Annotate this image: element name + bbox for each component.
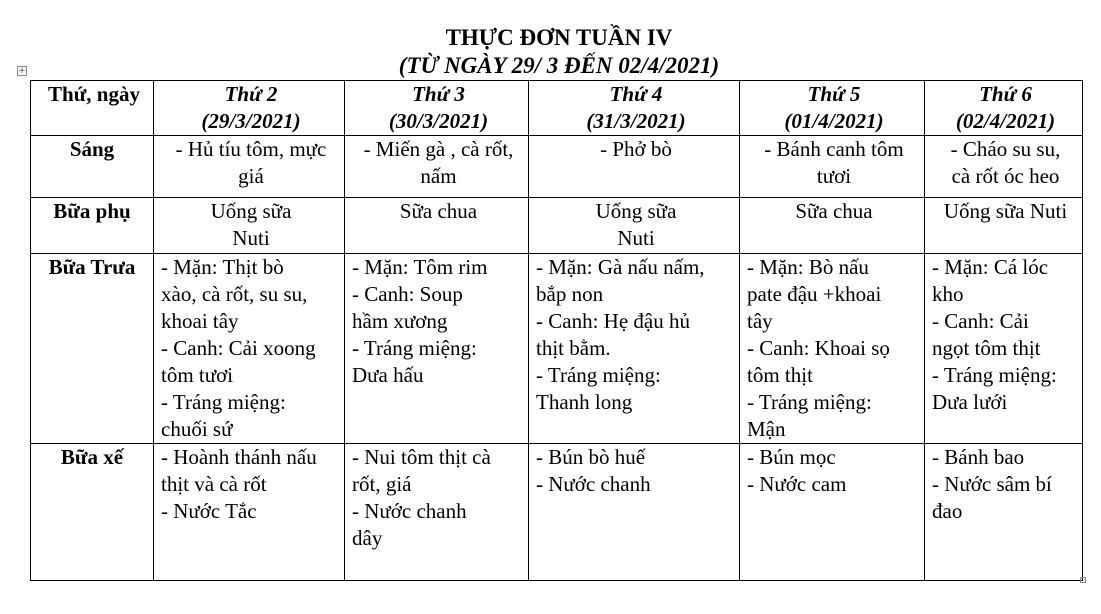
menu-line: tôm tươi	[161, 363, 234, 387]
row-label-breakfast: Sáng	[31, 136, 154, 198]
menu-line: - Nui tôm thịt cà	[352, 445, 491, 469]
menu-line: chuối sứ	[161, 417, 233, 441]
menu-line: - Mặn: Bò nấu	[747, 255, 869, 279]
weekly-menu-table	[30, 80, 1083, 581]
menu-line: - Tráng miệng:	[932, 363, 1057, 387]
menu-line: thịt và cà rốt	[161, 472, 267, 496]
row-label-lunch: Bữa Trưa	[31, 254, 154, 444]
menu-cell	[345, 444, 529, 581]
table-row	[31, 444, 1083, 581]
menu-line: tôm thịt	[747, 363, 813, 387]
table-row	[31, 198, 1083, 254]
menu-cell	[740, 198, 925, 254]
menu-line: - Nước chanh	[536, 472, 651, 496]
menu-line: - Mặn: Gà nấu nấm,	[536, 255, 705, 279]
menu-cell	[154, 136, 345, 198]
table-row	[31, 254, 1083, 444]
menu-cell	[154, 444, 345, 581]
menu-line: - Bánh bao	[932, 445, 1025, 469]
menu-cell	[345, 254, 529, 444]
menu-line: - Tráng miệng:	[536, 363, 661, 387]
menu-line: rốt, giá	[352, 472, 412, 496]
menu-line: Uống sữa	[210, 199, 292, 223]
day-date: (29/3/2021)	[201, 109, 301, 133]
menu-line: - Bún bò huế	[536, 445, 646, 469]
day-date: (30/3/2021)	[388, 109, 489, 133]
menu-line: thịt bằm.	[536, 336, 611, 360]
menu-cell	[154, 198, 345, 254]
menu-line: - Tráng miệng:	[161, 390, 286, 414]
menu-line: - Miến gà , cà rốt,	[363, 137, 514, 161]
menu-title: THỰC ĐƠN TUẦN IV	[445, 25, 673, 50]
table-move-handle-icon[interactable]: +	[18, 66, 26, 76]
menu-line: - Hoành thánh nấu	[161, 445, 317, 469]
menu-line: tươi	[816, 164, 852, 188]
menu-line: - Mặn: Thịt bò	[161, 255, 284, 279]
corner-label: Thứ, ngày	[48, 82, 140, 106]
menu-line: Dưa lưới	[932, 390, 1008, 414]
menu-line: tây	[747, 309, 773, 333]
day-name: Thứ 6	[979, 82, 1032, 106]
menu-cell	[925, 198, 1083, 254]
menu-line: - Canh: Cải xoong	[161, 336, 316, 360]
day-date: (31/3/2021)	[586, 109, 686, 133]
menu-line: - Mặn: Cá lóc	[932, 255, 1049, 279]
menu-cell	[740, 444, 925, 581]
menu-line: - Canh: Soup	[352, 282, 463, 306]
menu-line: - Nước cam	[747, 472, 847, 496]
menu-line: - Nước chanh	[352, 499, 467, 523]
menu-line: bắp non	[536, 282, 604, 306]
menu-cell	[529, 136, 740, 198]
menu-cell	[154, 254, 345, 444]
day-header-cell	[925, 81, 1083, 136]
menu-date-range: (TỪ NGÀY 29/ 3 ĐẾN 02/4/2021)	[398, 53, 720, 78]
day-header-cell	[345, 81, 529, 136]
menu-line: - Mặn: Tôm rim	[352, 255, 488, 279]
menu-line: nấm	[420, 164, 457, 188]
menu-line: giá	[238, 164, 264, 188]
menu-line: Uống sữa	[595, 199, 677, 223]
menu-line: Thanh long	[536, 390, 633, 414]
day-header-cell	[740, 81, 925, 136]
menu-line: ngọt tôm thịt	[932, 336, 1041, 360]
menu-line: khoai tây	[161, 309, 239, 333]
menu-line: hầm xương	[352, 309, 448, 333]
day-name: Thứ 4	[609, 82, 663, 106]
day-name: Thứ 3	[412, 82, 465, 106]
menu-line: cà rốt óc heo	[951, 164, 1060, 188]
menu-line: Sữa chua	[399, 199, 478, 223]
row-label-afternoon-snack: Bữa xế	[31, 444, 154, 581]
menu-cell	[740, 136, 925, 198]
menu-cell	[925, 254, 1083, 444]
menu-line: Nuti	[617, 226, 655, 250]
menu-cell	[345, 198, 529, 254]
table-row	[31, 136, 1083, 198]
menu-line: - Bánh canh tôm	[764, 137, 904, 161]
menu-line: - Phở bò	[600, 137, 672, 161]
menu-cell	[529, 444, 740, 581]
day-header-cell	[529, 81, 740, 136]
menu-line: - Nước Tắc	[161, 499, 257, 523]
day-name: Thứ 5	[807, 82, 861, 106]
menu-line: - Canh: Cải	[932, 309, 1029, 333]
menu-cell	[345, 136, 529, 198]
corner-header-cell	[31, 81, 154, 136]
menu-line: - Cháo su su,	[950, 137, 1061, 161]
menu-cell	[529, 254, 740, 444]
menu-cell	[925, 136, 1083, 198]
menu-line: - Tráng miệng:	[747, 390, 872, 414]
menu-line: xào, cà rốt, su su,	[161, 282, 308, 306]
menu-line: - Hủ tíu tôm, mực	[175, 137, 327, 161]
day-date: (01/4/2021)	[784, 109, 884, 133]
menu-line: - Nước sâm bí	[932, 472, 1052, 496]
day-name: Thứ 2	[224, 82, 278, 106]
menu-line: Mận	[747, 417, 786, 441]
menu-line: - Bún mọc	[747, 445, 836, 469]
day-date: (02/4/2021)	[955, 109, 1056, 133]
menu-line: pate đậu +khoai	[747, 282, 882, 306]
menu-line: - Canh: Hẹ đậu hủ	[536, 309, 690, 333]
menu-line: Dưa hấu	[352, 363, 424, 387]
table-resize-handle[interactable]	[1080, 577, 1086, 583]
menu-line: Nuti	[232, 226, 270, 250]
menu-line: đao	[932, 499, 963, 523]
header-row	[31, 81, 1083, 136]
menu-cell	[740, 254, 925, 444]
day-header-cell	[154, 81, 345, 136]
menu-line: Sữa chua	[795, 199, 873, 223]
menu-line: dây	[352, 526, 383, 550]
menu-line: - Tráng miệng:	[352, 336, 477, 360]
row-label-snack: Bữa phụ	[31, 198, 154, 254]
menu-line: - Canh: Khoai sọ	[747, 336, 890, 360]
menu-line: kho	[932, 282, 964, 306]
menu-cell	[529, 198, 740, 254]
menu-cell	[925, 444, 1083, 581]
menu-line: Uống sữa Nuti	[943, 199, 1068, 223]
